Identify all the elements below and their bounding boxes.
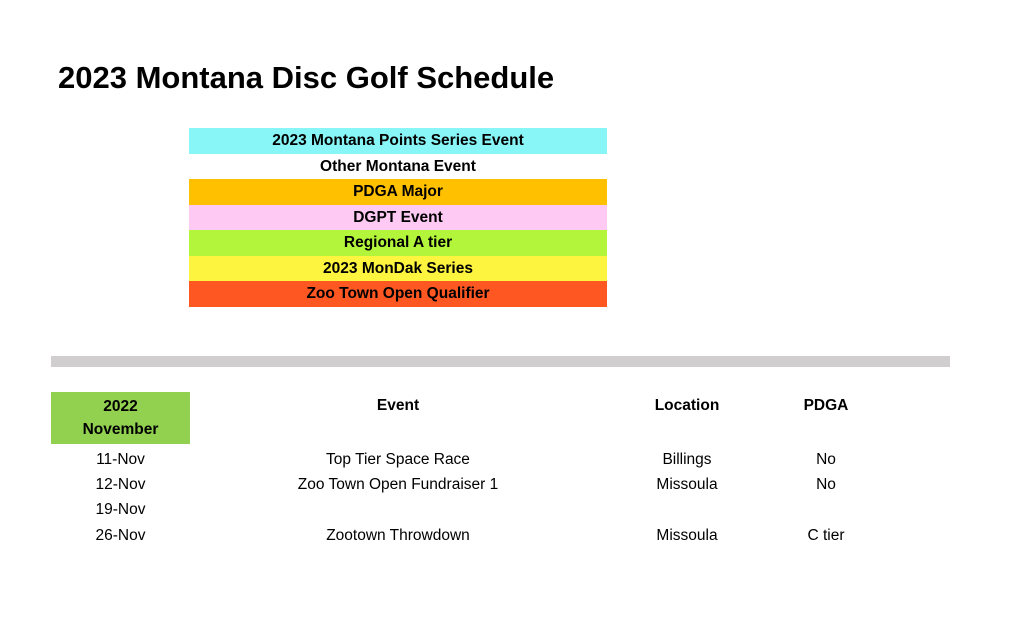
row-pdga: No <box>816 476 836 494</box>
row-date: 19-Nov <box>95 501 146 519</box>
column-header-location: Location <box>654 397 720 414</box>
row-event <box>248 497 548 522</box>
column-header-pdga: PDGA <box>803 397 849 414</box>
table-row <box>0 523 1024 548</box>
table-row <box>0 472 1024 497</box>
legend-regional-a-tier: Regional A tier <box>189 230 607 256</box>
row-location: Missoula <box>656 476 718 494</box>
row-event: Top Tier Space Race <box>326 451 470 468</box>
row-pdga: No <box>816 451 836 468</box>
row-date: 26-Nov <box>95 526 146 544</box>
legend-mondak-series: 2023 MonDak Series <box>189 256 607 282</box>
month-year: 2022 <box>103 398 138 415</box>
row-date: 12-Nov <box>95 476 146 494</box>
legend-zoo-town-qualifier: Zoo Town Open Qualifier <box>189 281 607 307</box>
page-title: 2023 Montana Disc Golf Schedule <box>58 60 555 95</box>
legend-pdga-major: PDGA Major <box>189 179 607 205</box>
table-row <box>0 447 1024 472</box>
schedule-table-body <box>0 447 1024 548</box>
event-color-legend <box>189 128 607 307</box>
row-pdga <box>776 497 876 522</box>
row-location: Missoula <box>656 526 718 544</box>
month-name: November <box>82 421 159 438</box>
column-header-event: Event <box>376 397 420 414</box>
row-location: Billings <box>662 451 712 468</box>
row-event: Zootown Throwdown <box>326 526 470 544</box>
month-header-cell <box>51 392 190 444</box>
section-divider <box>51 356 950 367</box>
legend-other-montana-event: Other Montana Event <box>189 154 607 180</box>
row-pdga: C tier <box>807 526 845 544</box>
row-location <box>617 497 757 522</box>
table-row <box>0 497 1024 522</box>
row-event: Zoo Town Open Fundraiser 1 <box>297 476 499 494</box>
legend-dgpt-event: DGPT Event <box>189 205 607 231</box>
row-date: 11-Nov <box>96 451 145 468</box>
legend-points-series: 2023 Montana Points Series Event <box>189 128 607 154</box>
